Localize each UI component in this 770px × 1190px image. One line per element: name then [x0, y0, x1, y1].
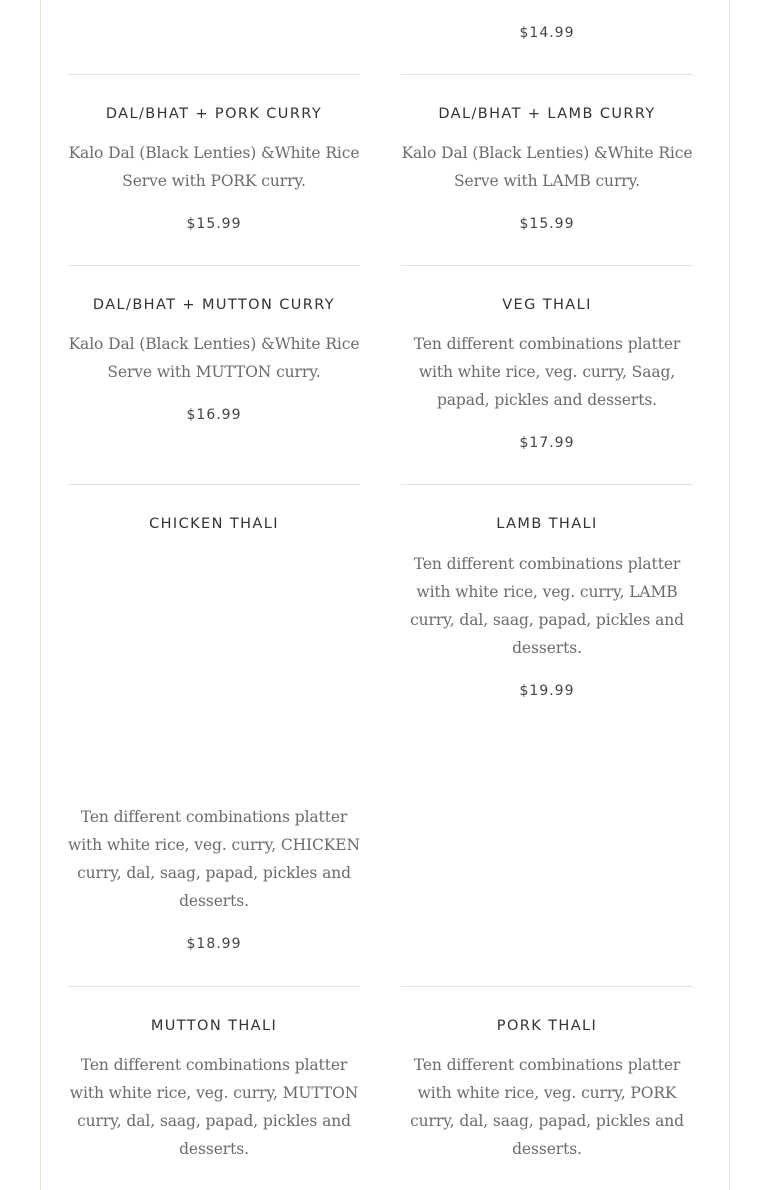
description-line: desserts.	[179, 892, 249, 910]
description-line: Ten different combinations platter	[80, 1056, 348, 1074]
item-price: $15.99	[519, 216, 575, 232]
item-title: DAL/BHAT + MUTTON CURRY	[92, 297, 336, 313]
menu-item-chicken-thali	[68, 515, 360, 953]
item-title: MUTTON THALI	[150, 1018, 278, 1034]
item-description	[68, 330, 360, 386]
row-divider	[401, 265, 693, 266]
item-price: $19.99	[519, 683, 575, 699]
item-description	[401, 330, 693, 414]
item-description	[68, 139, 360, 195]
row-divider	[68, 265, 360, 266]
description-line: Kalo Dal (Black Lenties) &White Rice	[401, 144, 693, 162]
item-price: $18.99	[186, 936, 242, 952]
row-divider	[68, 74, 360, 75]
description-line: desserts.	[512, 1140, 582, 1158]
menu-item-dal-bhat-pork-curry	[68, 105, 360, 233]
item-title: PORK THALI	[496, 1018, 598, 1034]
menu-item-mutton-thali	[68, 1017, 360, 1163]
description-line: with white rice, veg. curry, LAMB	[416, 583, 678, 601]
description-line: papad, pickles and desserts.	[436, 391, 658, 409]
menu-item-lamb-thali	[401, 515, 693, 700]
description-line: Ten different combinations platter	[413, 1056, 681, 1074]
menu-item-dal-bhat-mutton-curry	[68, 296, 360, 424]
item-title: VEG THALI	[502, 297, 592, 313]
description-line: desserts.	[179, 1140, 249, 1158]
description-line: with white rice, veg. curry, MUTTON	[69, 1084, 359, 1102]
description-line: Kalo Dal (Black Lenties) &White Rice	[68, 335, 360, 353]
menu-item-previous	[401, 24, 693, 42]
item-price: $15.99	[186, 216, 242, 232]
description-line: desserts.	[512, 639, 582, 657]
description-line: with white rice, veg. curry, Saag,	[418, 363, 676, 381]
description-line: with white rice, veg. curry, CHICKEN	[68, 836, 360, 854]
item-title: DAL/BHAT + PORK CURRY	[105, 106, 323, 122]
item-title: CHICKEN THALI	[149, 516, 279, 532]
item-description	[68, 803, 360, 915]
row-divider	[401, 484, 693, 485]
item-price: $17.99	[519, 435, 575, 451]
description-line: Ten different combinations platter	[413, 555, 681, 573]
row-divider	[68, 986, 360, 987]
description-line: Serve with PORK curry.	[122, 172, 306, 190]
item-description	[401, 139, 693, 195]
description-line: Serve with MUTTON curry.	[107, 363, 321, 381]
description-line: curry, dal, saag, papad, pickles and	[77, 864, 351, 882]
item-title: LAMB THALI	[496, 516, 598, 532]
item-title: DAL/BHAT + LAMB CURRY	[438, 106, 656, 122]
description-line: curry, dal, saag, papad, pickles and	[410, 1112, 684, 1130]
description-line: curry, dal, saag, papad, pickles and	[77, 1112, 351, 1130]
description-line: curry, dal, saag, papad, pickles and	[410, 611, 684, 629]
item-description	[68, 1051, 360, 1163]
item-price: $16.99	[186, 407, 242, 423]
row-divider	[68, 484, 360, 485]
description-line: Ten different combinations platter	[80, 808, 348, 826]
menu-item-pork-thali	[401, 1017, 693, 1163]
row-divider	[401, 986, 693, 987]
menu-item-dal-bhat-lamb-curry	[401, 105, 693, 233]
row-divider	[401, 74, 693, 75]
item-description	[401, 1051, 693, 1163]
item-description	[401, 550, 693, 662]
menu-item-veg-thali	[401, 296, 693, 452]
description-line: Kalo Dal (Black Lenties) &White Rice	[68, 144, 360, 162]
description-line: with white rice, veg. curry, PORK	[417, 1084, 677, 1102]
description-line: Serve with LAMB curry.	[453, 172, 640, 190]
item-price: $14.99	[519, 25, 575, 41]
description-line: Ten different combinations platter	[413, 335, 681, 353]
